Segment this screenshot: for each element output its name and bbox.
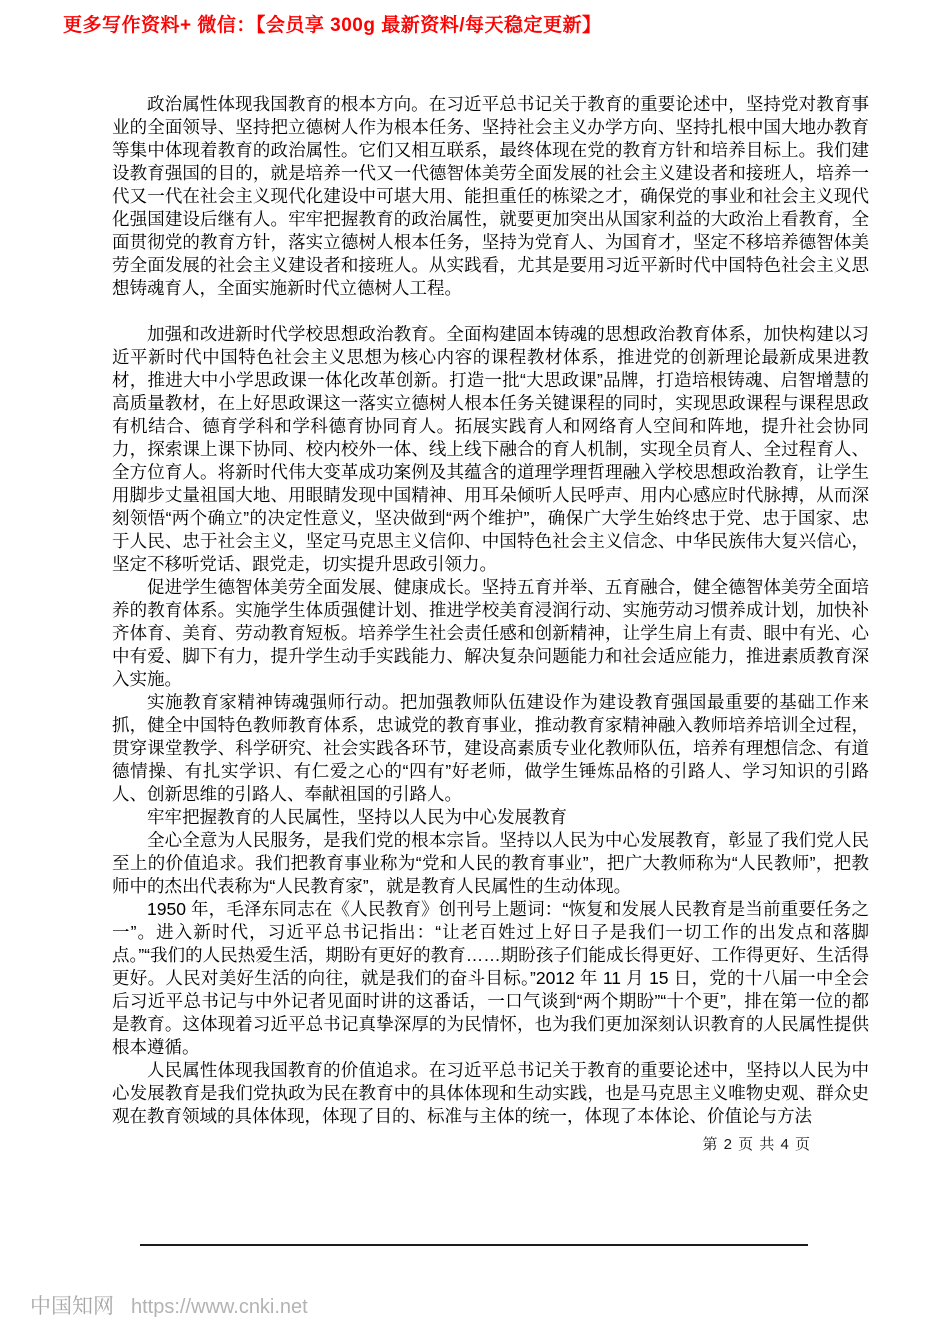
body-paragraph-4: 实施教育家精神铸魂强师行动。把加强教师队伍建设作为建设教育强国最重要的基础工作来抓，健全中国特色教师教育体系，忠诚党的教育事业，推动教育家精神融入教师培养培训全过程，贯穿课堂教学、科学研究、社会实践各环节，建设高素质专业化教师队伍，培养有理想信念、有道德情操、有扎实学识、有仁爱之心的“四有”好老师，做学生锤炼品格的引路人、学习知识的引路人、创新思维的引路人、奉献祖国的引路人。 [112,692,869,804]
document-body [112,93,869,1128]
page-number-indicator: 第 2 页 共 4 页 [702,1136,811,1153]
cnki-watermark [30,1290,308,1320]
promo-banner-text: 更多写作资料+ 微信：【会员享 300g 最新资料/每天稳定更新】 [63,15,602,36]
cnki-url-text: https://www.cnki.net [131,1296,308,1318]
body-paragraph-3: 促进学生德智体美劳全面发展、健康成长。坚持五育并举、五育融合，健全德智体美劳全面培养的教育体系。实施学生体质强健计划、推进学校美育浸润行动、实施劳动习惯养成计划，加快补齐体育、美育、劳动教育短板。培养学生社会责任感和创新精神，让学生肩上有责、眼中有光、心中有爱、脚下有力，提升学生动手实践能力、解决复杂问题能力和社会适应能力，推进素质教育深入实施。 [112,577,869,689]
body-paragraph-6: 全心全意为人民服务，是我们党的根本宗旨。坚持以人民为中心发展教育，彰显了我们党人民至上的价值追求。我们把教育事业称为“党和人民的教育事业”，把广大教师称为“人民教师”，把教师中的杰出代表称为“人民教育家”，就是教育人民属性的生动体现。 [112,830,869,896]
body-paragraph-7: 1950 年，毛泽东同志在《人民教育》创刊号上题词：“恢复和发展人民教育是当前重要任务之一”。进入新时代，习近平总书记指出：“让老百姓过上好日子是我们一切工作的出发点和落脚点。”“我们的人民热爱生活，期盼有更好的教育……期盼孩子们能成长得更好、工作得更好、生活得更好。人民对美好生活的向往，就是我们的奋斗目标。”2012 年 11 月 15 日，党的十八届一中全会后习近平总书记与中外记者见面时讲的这番话，一口气谈到“两个期盼”“十个更”，排在第一位的都是教育。这体现着习近平总书记真挚深厚的为民情怀，也为我们更加深刻认识教育的人民属性提供根本遵循。 [112,899,869,1057]
body-paragraph-2: 加强和改进新时代学校思想政治教育。全面构建固本铸魂的思想政治教育体系，加快构建以习近平新时代中国特色社会主义思想为核心内容的课程教材体系，推进党的创新理论最新成果进教材，推进大中小学思政课一体化改革创新。打造一批“大思政课”品牌，打造培根铸魂、启智增慧的高质量教材，在上好思政课这一落实立德树人根本任务关键课程的同时，实现思政课程与课程思政有机结合、德育学科和学科德育协同育人。拓展实践育人和网络育人空间和阵地，提升社会协同力，探索课上课下协同、校内校外一体、线上线下融合的育人机制，实现全员育人、全过程育人、全方位育人。将新时代伟大变革成功案例及其蕴含的道理学理哲理融入学校思想政治教育，让学生用脚步丈量祖国大地、用眼睛发现中国精神、用耳朵倾听人民呼声、用内心感应时代脉搏，从而深刻领悟“两个确立”的决定性意义，坚决做到“两个维护”，确保广大学生始终忠于党、忠于国家、忠于人民、忠于社会主义，坚定马克思主义信仰、中国特色社会主义信念、中华民族伟大复兴信心，坚定不移听党话、跟党走，切实提升思政引领力。 [112,324,869,574]
section-heading: 牢牢把握教育的人民属性，坚持以人民为中心发展教育 [147,807,567,827]
footer-divider-line [140,1244,808,1246]
cnki-logo-text: 中国知网 [30,1295,114,1318]
body-paragraph-1: 政治属性体现我国教育的根本方向。在习近平总书记关于教育的重要论述中，坚持党对教育事业的全面领导、坚持把立德树人作为根本任务、坚持社会主义办学方向、坚持扎根中国大地办教育等集中体现着教育的政治属性。它们又相互联系，最终体现在党的教育方针和培养目标上。我们建设教育强国的目的，就是培养一代又一代德智体美劳全面发展的社会主义建设者和接班人，培养一代又一代在社会主义现代化建设中可堪大用、能担重任的栋梁之才，确保党的事业和社会主义现代化强国建设后继有人。牢牢把握教育的政治属性，就要更加突出从国家利益的大政治上看教育，全面贯彻党的教育方针，落实立德树人根本任务，坚持为党育人、为国育才，坚定不移培养德智体美劳全面发展的社会主义建设者和接班人。从实践看，尤其是要用习近平新时代中国特色社会主义思想铸魂育人，全面实施新时代立德树人工程。 [112,94,869,298]
body-paragraph-8: 人民属性体现我国教育的价值追求。在习近平总书记关于教育的重要论述中，坚持以人民为中心发展教育是我们党执政为民在教育中的具体体现和生动实践，也是马克思主义唯物史观、群众史观在教育领域的具体体现，体现了目的、标准与主体的统一，体现了本体论、价值论与方法 [112,1060,869,1126]
